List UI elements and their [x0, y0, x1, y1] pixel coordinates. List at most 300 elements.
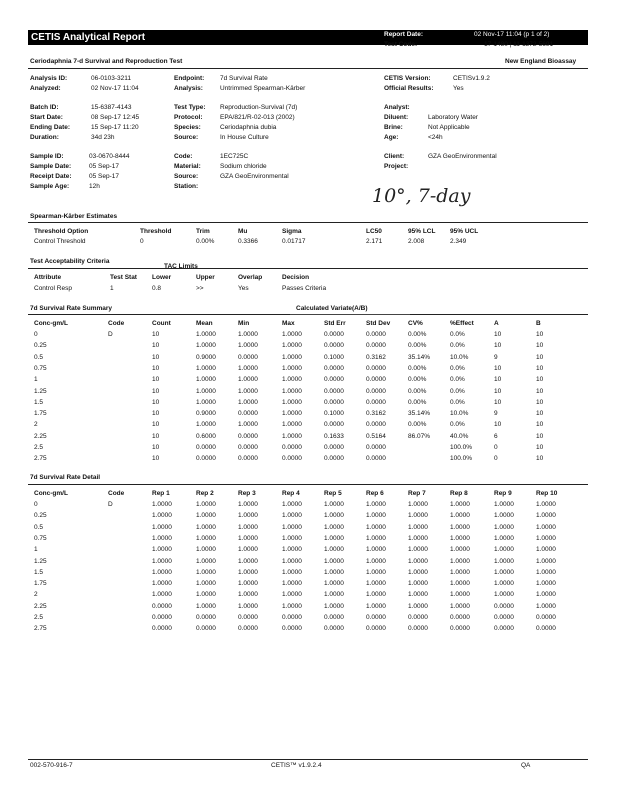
brine-value: Not Applicable — [428, 124, 470, 131]
detail-header-3: Rep 2 — [196, 490, 214, 497]
detail-header-0: Conc-gm/L — [34, 490, 68, 497]
cell-0: 0.5 — [34, 523, 44, 531]
cell-11: 1.0000 — [536, 534, 556, 542]
cell-6: 1.0000 — [324, 580, 344, 588]
cell-6: 0.0000 — [324, 387, 344, 395]
cell-0: 0.75 — [34, 364, 47, 372]
cell-9: 1.0000 — [450, 523, 470, 531]
cell-9: 0.0% — [450, 398, 465, 406]
table-row — [0, 614, 618, 623]
detail-header-10: Rep 9 — [494, 490, 512, 497]
cell-9: 10.0% — [450, 353, 469, 361]
table-row — [0, 410, 618, 419]
cell-8: 1.0000 — [408, 512, 428, 520]
cell-10: 0.0000 — [494, 625, 514, 633]
cell-2: 0.0000 — [152, 625, 172, 633]
cell-0: 1.5 — [34, 398, 44, 406]
cell-11: 10 — [536, 353, 544, 361]
cell-3: 1.0000 — [196, 602, 216, 610]
cell-4: 1.0000 — [238, 534, 258, 542]
tac-cell-0: Control Resp — [34, 285, 72, 292]
summary-title: 7d Survival Rate Summary — [30, 305, 113, 312]
sample-source-label: Source: — [174, 173, 199, 180]
start-date-label: Start Date: — [30, 114, 63, 121]
start-date-value: 08 Sep-17 12:45 — [91, 114, 140, 121]
cell-11: 1.0000 — [536, 591, 556, 599]
cell-5: 1.0000 — [282, 376, 302, 384]
cell-5: 0.0000 — [282, 614, 302, 621]
receipt-date-label: Receipt Date: — [30, 173, 72, 180]
cell-4: 1.0000 — [238, 342, 258, 350]
cell-4: 1.0000 — [238, 421, 258, 429]
cell-11: 10 — [536, 331, 544, 338]
cell-2: 10 — [152, 432, 160, 440]
analysis-id-label: Analysis ID: — [30, 75, 68, 82]
summary-header-0: Conc-gm/L — [34, 320, 68, 327]
cell-5: 1.0000 — [282, 432, 302, 440]
spearman-header-1: Threshold — [140, 228, 172, 235]
cell-9: 1.0000 — [450, 512, 470, 520]
table-row — [0, 535, 618, 544]
cell-10: 10 — [494, 376, 502, 384]
sample-age-label: Sample Age: — [30, 183, 70, 190]
cell-6: 0.0000 — [324, 342, 344, 350]
cell-0: 0 — [34, 331, 38, 338]
cell-2: 1.0000 — [152, 568, 172, 576]
cell-4: 1.0000 — [238, 568, 258, 576]
cell-11: 10 — [536, 410, 544, 418]
cell-10: 9 — [494, 353, 498, 361]
divider — [28, 268, 588, 269]
cell-11: 1.0000 — [536, 580, 556, 588]
cell-5: 1.0000 — [282, 353, 302, 361]
calc-variate-rule — [290, 314, 410, 315]
divider — [28, 222, 588, 223]
cell-6: 0.1633 — [324, 432, 344, 440]
footer-center: CETIS™ v1.9.2.4 — [271, 762, 322, 769]
cell-7: 1.0000 — [366, 534, 386, 542]
cell-3: 1.0000 — [196, 512, 216, 520]
cell-5: 0.0000 — [282, 444, 302, 451]
cell-6: 0.0000 — [324, 421, 344, 429]
cell-0: 1 — [34, 546, 38, 554]
cell-4: 0.0000 — [238, 410, 258, 418]
cell-7: 0.0000 — [366, 387, 386, 395]
cell-2: 10 — [152, 410, 160, 418]
cell-11: 10 — [536, 421, 544, 429]
calculated-variate-label: Calculated Variate(A/B) — [296, 305, 368, 312]
cell-9: 1.0000 — [450, 602, 470, 610]
cell-7: 0.0000 — [366, 331, 386, 338]
summary-header-11: B — [536, 320, 541, 327]
table-row — [0, 421, 618, 430]
cell-3: 1.0000 — [196, 421, 216, 429]
cell-5: 1.0000 — [282, 534, 302, 542]
cell-8: 0.0000 — [408, 625, 428, 633]
cell-0: 2 — [34, 421, 38, 429]
receipt-date-value: 05 Sep-17 — [89, 173, 119, 180]
detail-header-1: Code — [108, 490, 125, 497]
summary-header-7: Std Dev — [366, 320, 391, 327]
cell-2: 1.0000 — [152, 580, 172, 588]
table-row — [0, 524, 618, 533]
cell-2: 10 — [152, 455, 160, 463]
cell-7: 0.0000 — [366, 398, 386, 406]
code-label: Code: — [174, 153, 193, 160]
cell-5: 1.0000 — [282, 546, 302, 554]
cell-3: 1.0000 — [196, 557, 216, 565]
cell-11: 1.0000 — [536, 602, 556, 610]
cell-8: 1.0000 — [408, 523, 428, 531]
cetis-version-label: CETIS Version: — [384, 75, 431, 82]
cell-8: 0.00% — [408, 331, 427, 338]
cell-2: 0.0000 — [152, 614, 172, 621]
cell-0: 0.5 — [34, 353, 44, 361]
cell-10: 10 — [494, 421, 502, 429]
cell-10: 10 — [494, 364, 502, 372]
cell-10: 1.0000 — [494, 523, 514, 531]
cell-11: 10 — [536, 432, 544, 440]
cell-3: 0.6000 — [196, 432, 216, 440]
cell-4: 1.0000 — [238, 512, 258, 520]
tac-data-row — [0, 285, 618, 294]
report-date-label: Report Date: — [384, 31, 424, 38]
tac-cell-4: Yes — [238, 285, 249, 292]
cell-0: 1.25 — [34, 557, 47, 565]
cell-9: 40.0% — [450, 432, 469, 440]
cell-9: 10.0% — [450, 410, 469, 418]
cell-2: 10 — [152, 364, 160, 372]
cell-7: 1.0000 — [366, 501, 386, 508]
cell-7: 1.0000 — [366, 557, 386, 565]
cell-11: 1.0000 — [536, 523, 556, 531]
table-row — [0, 399, 618, 408]
cell-6: 1.0000 — [324, 501, 344, 508]
tac-header-5: Decision — [282, 274, 310, 281]
table-row — [0, 512, 618, 521]
cell-6: 1.0000 — [324, 534, 344, 542]
diluent-value: Laboratory Water — [428, 114, 478, 121]
cell-9: 0.0% — [450, 364, 465, 372]
cell-10: 10 — [494, 398, 502, 406]
footer-right: QA — [521, 762, 531, 769]
official-results-label: Official Results: — [384, 85, 434, 92]
cell-11: 1.0000 — [536, 546, 556, 554]
sample-date-label: Sample Date: — [30, 163, 72, 170]
cell-6: 0.0000 — [324, 364, 344, 372]
summary-header-8: CV% — [408, 320, 423, 327]
cell-11: 10 — [536, 376, 544, 384]
sample-date-value: 05 Sep-17 — [89, 163, 119, 170]
cell-6: 0.0000 — [324, 625, 344, 633]
cell-0: 2.5 — [34, 614, 44, 621]
summary-header-3: Mean — [196, 320, 213, 327]
cell-11: 1.0000 — [536, 501, 556, 508]
cell-3: 0.9000 — [196, 353, 216, 361]
cell-9: 1.0000 — [450, 534, 470, 542]
cell-2: 10 — [152, 376, 160, 384]
cell-6: 1.0000 — [324, 523, 344, 531]
cell-10: 1.0000 — [494, 568, 514, 576]
cell-2: 1.0000 — [152, 501, 172, 508]
cell-8: 1.0000 — [408, 580, 428, 588]
cell-8: 1.0000 — [408, 568, 428, 576]
cell-7: 0.0000 — [366, 625, 386, 633]
cell-2: 1.0000 — [152, 546, 172, 554]
cell-0: 0.25 — [34, 512, 47, 520]
detail-header-9: Rep 8 — [450, 490, 468, 497]
cell-2: 10 — [152, 342, 160, 350]
analysis-label: Analysis: — [174, 85, 203, 92]
tac-header-row — [0, 274, 618, 283]
cell-7: 0.5164 — [366, 432, 386, 440]
spearman-title: Spearman-Kärber Estimates — [30, 213, 118, 220]
sample-age-value: 12h — [89, 183, 100, 190]
table-row — [0, 558, 618, 567]
code-value: 1EC725C — [220, 153, 249, 160]
detail-header-8: Rep 7 — [408, 490, 426, 497]
cell-4: 0.0000 — [238, 444, 258, 451]
cell-7: 1.0000 — [366, 591, 386, 599]
sample-source-value: GZA GeoEnvironmental — [220, 173, 289, 180]
cell-5: 1.0000 — [282, 580, 302, 588]
cell-7: 1.0000 — [366, 512, 386, 520]
table-row — [0, 444, 618, 453]
cell-7: 0.0000 — [366, 376, 386, 384]
cell-4: 1.0000 — [238, 546, 258, 554]
detail-header-6: Rep 5 — [324, 490, 342, 497]
cell-2: 1.0000 — [152, 534, 172, 542]
cell-5: 1.0000 — [282, 421, 302, 429]
cell-8: 35.14% — [408, 410, 431, 418]
test-type-label: Test Type: — [174, 104, 206, 111]
cell-8: 0.00% — [408, 364, 427, 372]
cell-0: 0.25 — [34, 342, 47, 350]
material-label: Material: — [174, 163, 201, 170]
cell-5: 1.0000 — [282, 602, 302, 610]
cell-9: 1.0000 — [450, 557, 470, 565]
protocol-label: Protocol: — [174, 114, 203, 121]
cell-3: 1.0000 — [196, 568, 216, 576]
cell-9: 1.0000 — [450, 591, 470, 599]
cell-2: 1.0000 — [152, 512, 172, 520]
table-row — [0, 365, 618, 374]
footer-left: 002-570-916-7 — [30, 762, 73, 769]
cell-0: 1.25 — [34, 387, 47, 395]
analysis-value: Untrimmed Spearman-Kärber — [220, 85, 306, 92]
tac-cell-2: 0.8 — [152, 285, 162, 292]
cell-3: 1.0000 — [196, 342, 216, 350]
endpoint-label: Endpoint: — [174, 75, 205, 82]
cell-10: 0.0000 — [494, 602, 514, 610]
cell-8: 1.0000 — [408, 501, 428, 508]
cell-3: 1.0000 — [196, 501, 216, 508]
organism-source-value: In House Culture — [220, 134, 269, 141]
cell-4: 1.0000 — [238, 364, 258, 372]
cell-6: 0.0000 — [324, 331, 344, 338]
cell-6: 0.0000 — [324, 398, 344, 406]
cell-9: 0.0000 — [450, 614, 470, 621]
species-value: Ceriodaphnia dubia — [220, 124, 277, 131]
cell-10: 9 — [494, 410, 498, 418]
cell-5: 1.0000 — [282, 512, 302, 520]
cell-5: 1.0000 — [282, 342, 302, 350]
cell-10: 1.0000 — [494, 557, 514, 565]
cell-7: 0.3162 — [366, 353, 386, 361]
cell-4: 1.0000 — [238, 398, 258, 406]
cell-8: 1.0000 — [408, 602, 428, 610]
summary-header-5: Max — [282, 320, 295, 327]
cell-2: 1.0000 — [152, 557, 172, 565]
table-row — [0, 591, 618, 600]
tac-header-0: Attribute — [34, 274, 62, 281]
cell-10: 10 — [494, 331, 502, 338]
table-row — [0, 342, 618, 351]
cell-6: 1.0000 — [324, 568, 344, 576]
cell-8: 0.00% — [408, 398, 427, 406]
summary-header-6: Std Err — [324, 320, 346, 327]
spearman-header-5: LC50 — [366, 228, 382, 235]
cell-9: 0.0% — [450, 387, 465, 395]
organism-source-label: Source: — [174, 134, 199, 141]
cell-7: 1.0000 — [366, 568, 386, 576]
summary-header-4: Min — [238, 320, 250, 327]
cell-6: 0.0000 — [324, 614, 344, 621]
summary-header-1: Code — [108, 320, 125, 327]
cell-9: 0.0% — [450, 331, 465, 338]
cell-6: 1.0000 — [324, 602, 344, 610]
cell-9: 100.0% — [450, 455, 473, 463]
detail-header-7: Rep 6 — [366, 490, 384, 497]
summary-header-9: %Effect — [450, 320, 474, 327]
cell-11: 0.0000 — [536, 614, 556, 621]
cell-4: 0.0000 — [238, 353, 258, 361]
table-row — [0, 580, 618, 589]
cell-0: 0.75 — [34, 534, 47, 542]
spearman-data-row — [0, 238, 618, 247]
cell-1: D — [108, 331, 113, 338]
lab-name: New England Bioassay — [505, 58, 577, 65]
species-label: Species: — [174, 124, 201, 131]
table-row — [0, 331, 618, 340]
cell-0: 1.75 — [34, 580, 47, 588]
cell-5: 1.0000 — [282, 364, 302, 372]
spearman-cell-1: 0 — [140, 238, 144, 245]
tac-header-2: Lower — [152, 274, 172, 281]
divider — [28, 68, 588, 69]
cell-6: 0.1000 — [324, 353, 344, 361]
cell-0: 2.25 — [34, 432, 47, 440]
cell-6: 0.0000 — [324, 376, 344, 384]
cell-2: 10 — [152, 398, 160, 406]
handwritten-note: 10°, 7-day — [372, 185, 471, 207]
cell-11: 10 — [536, 364, 544, 372]
spearman-header-6: 95% LCL — [408, 228, 436, 235]
detail-header-4: Rep 3 — [238, 490, 256, 497]
report-title: CETIS Analytical Report — [31, 32, 146, 43]
table-row — [0, 376, 618, 385]
cell-0: 1.5 — [34, 568, 44, 576]
cell-2: 10 — [152, 421, 160, 429]
cell-2: 1.0000 — [152, 523, 172, 531]
cell-4: 1.0000 — [238, 501, 258, 508]
protocol-value: EPA/821/R-02-013 (2002) — [220, 114, 295, 121]
cell-7: 0.0000 — [366, 364, 386, 372]
tac-header-4: Overlap — [238, 274, 263, 281]
cell-10: 0 — [494, 444, 498, 451]
cell-3: 1.0000 — [196, 364, 216, 372]
cell-10: 1.0000 — [494, 591, 514, 599]
footer-divider — [28, 759, 588, 760]
cell-9: 1.0000 — [450, 580, 470, 588]
cell-4: 0.0000 — [238, 455, 258, 463]
spearman-cell-0: Control Threshold — [34, 238, 86, 245]
tac-cell-1: 1 — [110, 285, 114, 292]
cell-8: 0.00% — [408, 421, 427, 429]
cell-9: 100.0% — [450, 444, 473, 451]
ending-date-label: Ending Date: — [30, 124, 71, 131]
cell-8: 0.00% — [408, 376, 427, 384]
detail-header-5: Rep 4 — [282, 490, 300, 497]
cell-5: 1.0000 — [282, 398, 302, 406]
cell-5: 0.0000 — [282, 455, 302, 463]
sample-id-label: Sample ID: — [30, 153, 64, 160]
table-row — [0, 569, 618, 578]
cell-4: 1.0000 — [238, 557, 258, 565]
endpoint-value: 7d Survival Rate — [220, 75, 268, 82]
cell-7: 0.0000 — [366, 444, 386, 451]
cell-5: 1.0000 — [282, 557, 302, 565]
client-value: GZA GeoEnvironmental — [428, 153, 497, 160]
divider — [28, 484, 588, 485]
spearman-header-row — [0, 228, 618, 237]
cell-2: 10 — [152, 444, 160, 451]
cell-0: 1 — [34, 376, 38, 384]
cell-11: 10 — [536, 387, 544, 395]
analyzed-label: Analyzed: — [30, 85, 61, 92]
spearman-header-4: Sigma — [282, 228, 302, 235]
cell-3: 1.0000 — [196, 580, 216, 588]
cell-4: 0.0000 — [238, 625, 258, 633]
cell-11: 10 — [536, 455, 544, 463]
cell-2: 0.0000 — [152, 602, 172, 610]
cell-4: 1.0000 — [238, 331, 258, 338]
table-row — [0, 501, 618, 510]
cell-9: 1.0000 — [450, 568, 470, 576]
cell-2: 10 — [152, 331, 160, 338]
cell-5: 1.0000 — [282, 523, 302, 531]
official-results-value: Yes — [453, 85, 464, 92]
tac-cell-5: Passes Criteria — [282, 285, 327, 292]
cell-0: 2.75 — [34, 625, 47, 633]
cell-8: 86.07% — [408, 432, 431, 440]
cell-8: 35.14% — [408, 353, 431, 361]
cell-11: 1.0000 — [536, 512, 556, 520]
spearman-cell-6: 2.008 — [408, 238, 425, 245]
cell-0: 2 — [34, 591, 38, 599]
table-row — [0, 603, 618, 612]
cell-10: 10 — [494, 387, 502, 395]
cell-8: 1.0000 — [408, 534, 428, 542]
cell-5: 0.0000 — [282, 625, 302, 633]
cell-4: 1.0000 — [238, 591, 258, 599]
cell-11: 1.0000 — [536, 568, 556, 576]
cell-4: 1.0000 — [238, 523, 258, 531]
cell-6: 0.0000 — [324, 444, 344, 451]
cell-10: 6 — [494, 432, 498, 440]
detail-header-2: Rep 1 — [152, 490, 170, 497]
tac-title: Test Acceptability Criteria — [30, 258, 110, 265]
